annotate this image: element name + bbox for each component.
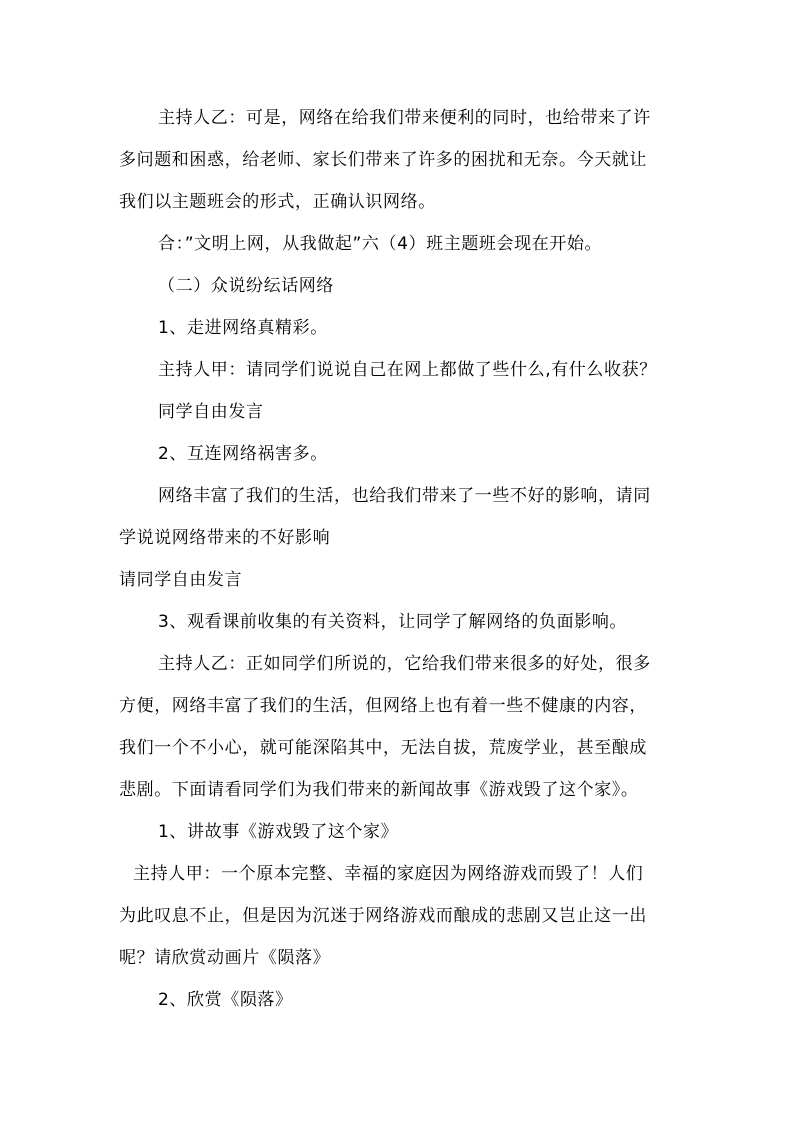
text-line-4: 合：”文明上网，从我做起”六（4）班主题班会现在开始。 xyxy=(158,234,603,254)
text-line-13: 3、观看课前收集的有关资料，让同学了解网络的负面影响。 xyxy=(158,612,628,632)
text-line-12: 请同学自由发言 xyxy=(119,570,243,590)
text-line-18: 1、讲故事《游戏毁了这个家》 xyxy=(158,822,399,842)
text-line-7: 主持人甲：请同学们说说自己在网上都做了些什么,有什么收获？ xyxy=(158,360,657,380)
text-line-2: 多问题和困惑，给老师、家长们带来了许多的困扰和无奈。今天就让 xyxy=(119,150,647,170)
text-line-21: 呢？请欣赏动画片《陨落》 xyxy=(119,948,331,968)
text-line-8: 同学自由发言 xyxy=(158,402,264,422)
text-line-3: 我们以主题班会的形式，正确认识网络。 xyxy=(119,192,436,212)
text-line-10: 网络丰富了我们的生活，也给我们带来了一些不好的影响，请同 xyxy=(158,486,651,506)
text-line-14: 主持人乙：正如同学们所说的，它给我们带来很多的好处，很多 xyxy=(158,654,651,674)
text-line-9: 2、互连网络祸害多。 xyxy=(158,444,328,464)
text-line-16: 我们一个不小心，就可能深陷其中，无法自拔，荒废学业，甚至酿成 xyxy=(119,738,647,758)
text-line-17: 悲剧。下面请看同学们为我们带来的新闻故事《游戏毁了这个家》。 xyxy=(119,780,639,800)
text-line-6: 1、走进网络真精彩。 xyxy=(158,318,328,338)
text-line-20: 为此叹息不止，但是因为沉迷于网络游戏而酿成的悲剧又岂止这一出 xyxy=(119,906,647,926)
text-line-22: 2、欣赏《陨落》 xyxy=(158,990,293,1010)
text-line-5: （二）众说纷纭话网络 xyxy=(158,276,334,296)
text-line-1: 主持人乙：可是，网络在给我们带来便利的同时，也给带来了许 xyxy=(158,108,651,128)
text-line-19: 主持人甲：一个原本完整、幸福的家庭因为网络游戏而毁了！人们 xyxy=(133,864,644,884)
text-line-11: 学说说网络带来的不好影响 xyxy=(119,528,331,548)
text-line-15: 方便，网络丰富了我们的生活，但网络上也有着一些不健康的内容， xyxy=(119,696,647,716)
